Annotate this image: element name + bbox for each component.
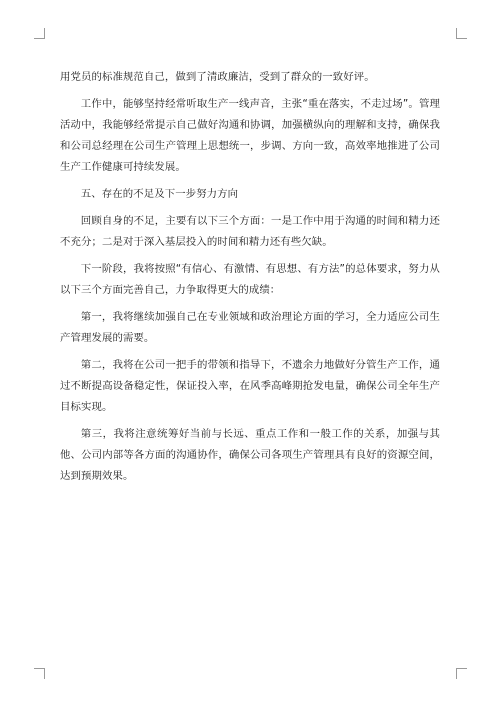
paragraph-continuation: 用党员的标准规范自己，做到了清政廉洁，受到了群众的一致好评。 — [60, 71, 375, 83]
page-corner-mark-bottom-right — [456, 668, 467, 679]
paragraph-second: 第二，我将在公司一把手的带领和指导下，不遗余力地做好分管生产工作，通过不断提高设备稳定性，保证投入率，在风季高峰期抢发电量，确保公司全年生产目标实现。 — [60, 359, 440, 413]
page-corner-mark-top-left — [34, 28, 45, 39]
paragraph-third: 第三，我将注意统筹好当前与长远、重点工作和一般工作的关系，加强与其他、公司内部等各方面的沟通协作，确保公司各项生产管理具有良好的资源空间，达到预期效果。 — [60, 428, 440, 482]
page-corner-mark-top-right — [456, 28, 467, 39]
page-corner-mark-bottom-left — [34, 668, 45, 679]
section-heading: 五、存在的不足及下一步努力方向 — [80, 188, 239, 200]
document-body — [60, 67, 440, 487]
paragraph-shortcomings: 回顾自身的不足，主要有以下三个方面：一是工作中用于沟通的时间和精力还不充分；二是对于深入基层投入的时间和精力还有些欠缺。 — [60, 215, 440, 248]
paragraph-first: 第一，我将继续加强自己在专业领域和政治理论方面的学习，全力适应公司生产管理发展的需要。 — [60, 311, 440, 344]
paragraph-next-stage: 下一阶段，我将按照“有信心、有激情、有思想、有方法”的总体要求，努力从以下三个方面完善自己，力争取得更大的成绩： — [60, 263, 440, 296]
paragraph-communication: 工作中，能够坚持经常听取生产一线声音，主张“重在落实，不走过场”。管理活动中，我能够经常提示自己做好沟通和协调，加强横纵向的理解和支持，确保我和公司总经理在公司生产管理上思想统一，步调、方向一致，高效率地推进了公司生产工作健康可持续发展。 — [60, 98, 440, 173]
